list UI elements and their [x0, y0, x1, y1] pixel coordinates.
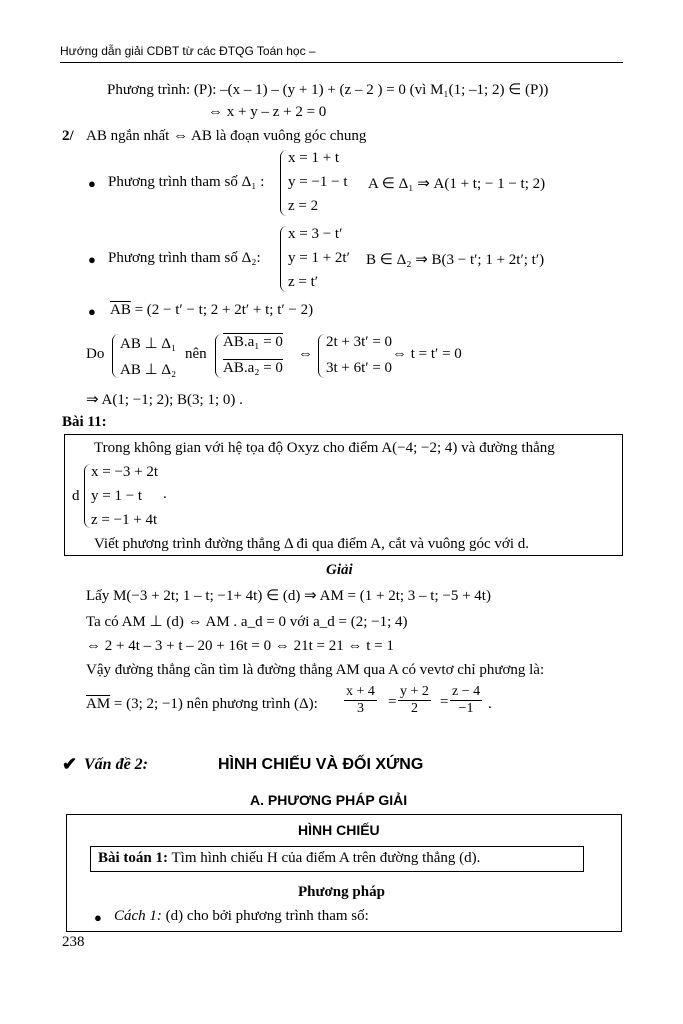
nen-label: nên	[185, 346, 207, 362]
method-heading: Phương pháp	[298, 884, 385, 900]
delta1-y: y = −1 − t	[288, 174, 348, 190]
page-number: 238	[62, 934, 85, 950]
do-label: Do	[86, 346, 105, 362]
delta2-label: Phương trình tham số Δ₂:	[108, 250, 261, 266]
system-brace	[84, 464, 91, 528]
fraction-x-num: x + 4	[346, 684, 375, 699]
solution-t: ⇔ t = t′ = 0	[392, 346, 462, 362]
delta2-x: x = 3 − t′	[288, 226, 343, 242]
solution-step-5	[86, 696, 318, 713]
plane-equation-simplified: ⇔ x + y – z + 2 = 0	[208, 104, 327, 120]
perp-cond-1: AB ⊥ Δ₁	[120, 336, 177, 352]
fraction-x-den: 3	[356, 701, 364, 716]
result-points: ⇒ A(1; −1; 2); B(3; 1; 0) .	[86, 392, 243, 408]
check-icon: ✔	[62, 754, 78, 774]
point-a-param: A ∈ Δ₁ ⇒ A(1 + t; − 1 − t; 2)	[368, 176, 546, 192]
am-vector-coords: = (3; 2; −1) nên phương trình (Δ):	[110, 696, 318, 712]
system-brace	[318, 334, 325, 378]
delta1-label: Phương trình tham số Δ₁ :	[108, 174, 265, 190]
perp-cond-2: AB ⊥ Δ₂	[120, 362, 177, 378]
am-vector: $\overline{AM}$	[86, 696, 111, 712]
system-brace	[215, 334, 222, 378]
system-brace	[112, 334, 119, 378]
solution-title: Giải	[326, 562, 353, 578]
point-b-param: B ∈ Δ₂ ⇒ B(3 − t′; 1 + 2t′; t′)	[366, 252, 545, 268]
exercise-intro: Trong không gian với hệ tọa độ Oxyz cho điểm A(−4; −2; 4) và đường thẳng	[94, 440, 555, 456]
exercise-task: Viết phương trình đường thẳng Δ đi qua điểm A, cắt và vuông góc với d.	[94, 536, 529, 552]
line-d-y: y = 1 − t	[91, 488, 143, 504]
equals-sign: =	[388, 694, 397, 710]
solution-step-1: Lấy M(−3 + 2t; 1 – t; −1+ 4t) ∈ (d) ⇒ AM = (1 + 2t; 3 – t; −5 + 4t)	[86, 588, 491, 604]
problem-text: Tìm hình chiếu H của điểm A trên đường thẳng (d).	[168, 850, 481, 866]
problem-label: Bài toán 1:	[98, 850, 169, 866]
problem-statement	[98, 850, 480, 867]
ab-vector-coords: = (2 − t′ − t; 2 + 2t′ + t; t′ − 2)	[130, 302, 314, 318]
solution-step-2: Ta có AM ⊥ (d) ⇔ AM . a_d = 0 với a_d = (2; −1; 4)	[86, 614, 408, 630]
fraction-x	[344, 684, 377, 717]
fraction-y-num: y + 2	[400, 684, 429, 699]
part-2-number: 2/	[62, 128, 74, 144]
fraction-z-den: −1	[458, 701, 474, 716]
bullet-icon: ●	[94, 910, 102, 925]
system-brace	[280, 150, 287, 216]
delta1-x: x = 1 + t	[288, 150, 340, 166]
ab-vector-line	[110, 302, 313, 319]
linear-eq-1: 2t + 3t′ = 0	[326, 334, 393, 350]
dot-cond-1: AB.a₁ = 0	[223, 334, 283, 350]
bullet-icon: ●	[88, 304, 96, 319]
section-title: HÌNH CHIẾU VÀ ĐỐI XỨNG	[218, 756, 424, 773]
solution-step-4: Vậy đường thẳng cần tìm là đường thẳng AM qua A có vevtơ chỉ phương là:	[86, 662, 545, 678]
section-subtitle: A. PHƯƠNG PHÁP GIẢI	[250, 792, 408, 808]
linear-eq-2: 3t + 6t′ = 0	[326, 360, 393, 376]
delta2-y: y = 1 + 2t′	[288, 250, 350, 266]
fraction-y	[398, 684, 431, 717]
ab-vector: $\overline{AB}$	[110, 302, 131, 318]
equiv-sign: ⇔	[298, 346, 313, 362]
header-rule	[60, 62, 623, 63]
part-2-text: AB ngắn nhất ⇔ AB là đoạn vuông góc chung	[86, 128, 367, 144]
solution-step-3: ⇔ 2 + 4t – 3 + t – 20 + 16t = 0 ⇔ 21t = 21 ⇔ t = 1	[86, 638, 394, 654]
bullet-icon: ●	[88, 176, 96, 191]
method-step-label: Cách 1:	[114, 908, 162, 924]
running-header: Hướng dẫn giải CDBT từ các ĐTQG Toán học –	[60, 44, 316, 58]
bullet-icon: ●	[88, 252, 96, 267]
line-d-label: d	[72, 488, 80, 504]
dot-cond-2: AB.a₂ = 0	[223, 360, 283, 376]
line-d-z: z = −1 + 4t	[91, 512, 158, 528]
method-box-title: HÌNH CHIẾU	[298, 822, 380, 838]
method-step-text: (d) cho bởi phương trình tham số:	[161, 908, 369, 924]
equals-sign: =	[440, 694, 449, 710]
delta2-z: z = t′	[288, 274, 319, 290]
fraction-z	[450, 684, 482, 717]
method-step-1	[114, 908, 369, 925]
delta1-z: z = 2	[288, 198, 319, 214]
plane-equation: Phương trình: (P): –(x – 1) – (y + 1) + (z – 2 ) = 0 (vì M₁(1; –1; 2) ∈ (P))	[107, 82, 549, 98]
fraction-y-den: 2	[410, 701, 418, 716]
line-d-x: x = −3 + 2t	[91, 464, 159, 480]
fraction-z-num: z − 4	[452, 684, 481, 699]
section-label: Vấn đề 2:	[84, 756, 148, 773]
period: .	[488, 696, 492, 712]
system-brace	[280, 226, 287, 292]
period: .	[163, 486, 167, 502]
exercise-title: Bài 11:	[62, 414, 107, 430]
